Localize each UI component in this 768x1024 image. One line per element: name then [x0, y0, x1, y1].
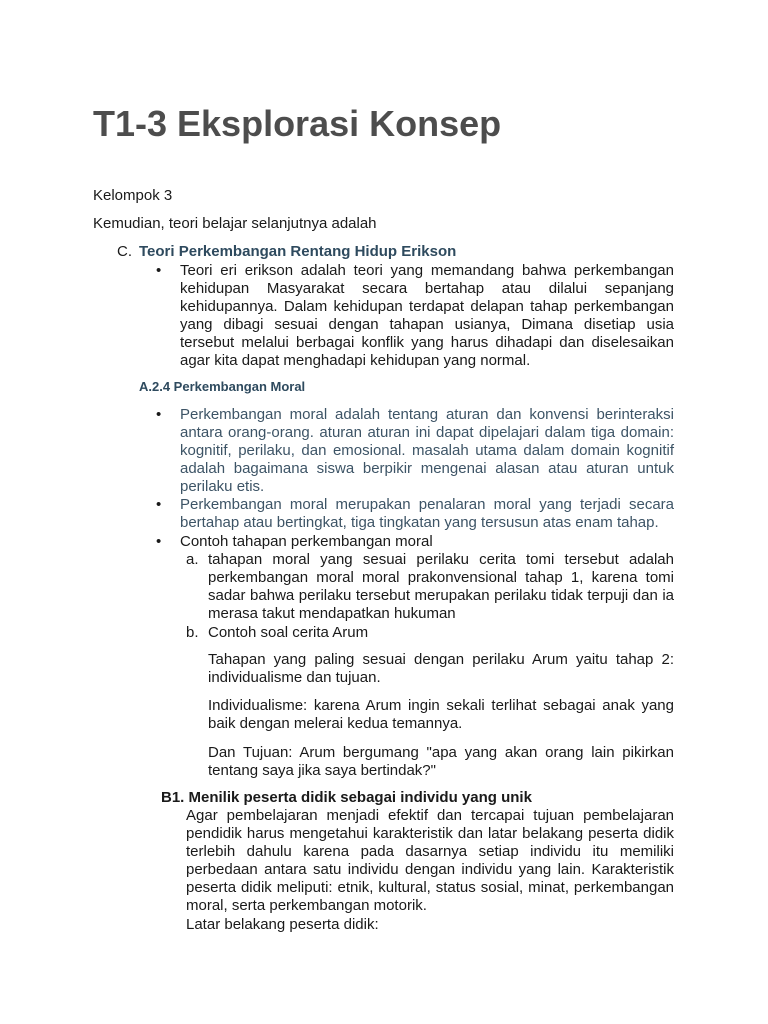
section-c-heading: Teori Perkembangan Rentang Hidup Erikson	[139, 243, 457, 260]
section-a24-heading: A.2.4 Perkembangan Moral	[139, 379, 306, 394]
moral-bullet-1: Perkembangan moral adalah tentang aturan dan konvensi berinteraksi antara orang-orang. aturan aturan ini dapat dipelajari dalam tiga domain: kognitif, perilaku, dan emosional. masalah utama dalam domain kognitif adalah bagaimana siswa berpikir mengenai alasan atau aturan untuk perilaku etis.	[180, 406, 674, 495]
page-title: T1-3 Eksplorasi Konsep	[93, 103, 502, 144]
group-label: Kelompok 3	[93, 187, 173, 204]
sub-a-marker: a.	[186, 551, 199, 568]
bullet-icon: •	[156, 406, 162, 423]
section-b1-paragraph: Agar pembelajaran menjadi efektif dan tercapai tujuan pembelajaran pendidik harus mengetahui karakteristik dan latar belakang peserta didik terlebih dahulu karena pada dasarnya setiap individu itu memiliki perbedaan antara satu individu dengan individu yang lain. Karakteristik peserta didik meliputi: etnik, kultural, status sosial, minat, perkembangan moral, serta perkembangan motorik.	[186, 807, 674, 914]
section-b1-heading: B1. Menilik peserta didik sebagai individu yang unik	[161, 789, 532, 806]
moral-bullet-2: Perkembangan moral merupakan penalaran moral yang terjadi secara bertahap atau bertingkat, tiga tingkatan yang tersusun atas enam tahap.	[180, 496, 674, 531]
sub-b-text: Contoh soal cerita Arum	[208, 624, 369, 641]
bullet-icon: •	[156, 262, 162, 279]
sub-b-marker: b.	[186, 624, 199, 641]
intro-text: Kemudian, teori belajar selanjutnya adalah	[93, 215, 377, 232]
arum-paragraph-2: Individualisme: karena Arum ingin sekali terlihat sebagai anak yang baik dengan melerai kedua temannya.	[208, 697, 674, 732]
bullet-icon: •	[156, 496, 162, 513]
arum-paragraph-3: Dan Tujuan: Arum bergumang "apa yang akan orang lain pikirkan tentang saya jika saya bertindak?"	[208, 744, 674, 779]
section-c-marker: C.	[117, 243, 132, 260]
arum-paragraph-1: Tahapan yang paling sesuai dengan perilaku Arum yaitu tahap 2: individualisme dan tujuan.	[208, 651, 674, 686]
sub-a-text: tahapan moral yang sesuai perilaku cerita tomi tersebut adalah perkembangan moral moral prakonvensional tahap 1, karena tomi sadar bahwa perilaku tersebut merupakan perilaku tidak terpuji dan ia merasa takut mendapatkan hukuman	[208, 551, 674, 622]
moral-bullet-3: Contoh tahapan perkembangan moral	[180, 533, 433, 550]
bullet-icon: •	[156, 533, 162, 550]
section-b1-last-line: Latar belakang peserta didik:	[186, 916, 379, 933]
section-c-bullet-text: Teori eri erikson adalah teori yang memandang bahwa perkembangan kehidupan Masyarakat secara bertahap atau dilalui sepanjang kehidupannya. Dalam kehidupan terdapat delapan tahap perkembangan yang dibagi sesuai dengan tahapan usianya, Dimana disetiap usia tersebut melalui berbagai konflik yang harus dihadapi dan diselesaikan agar kita dapat menghadapi kehidupan yang normal.	[180, 262, 674, 369]
